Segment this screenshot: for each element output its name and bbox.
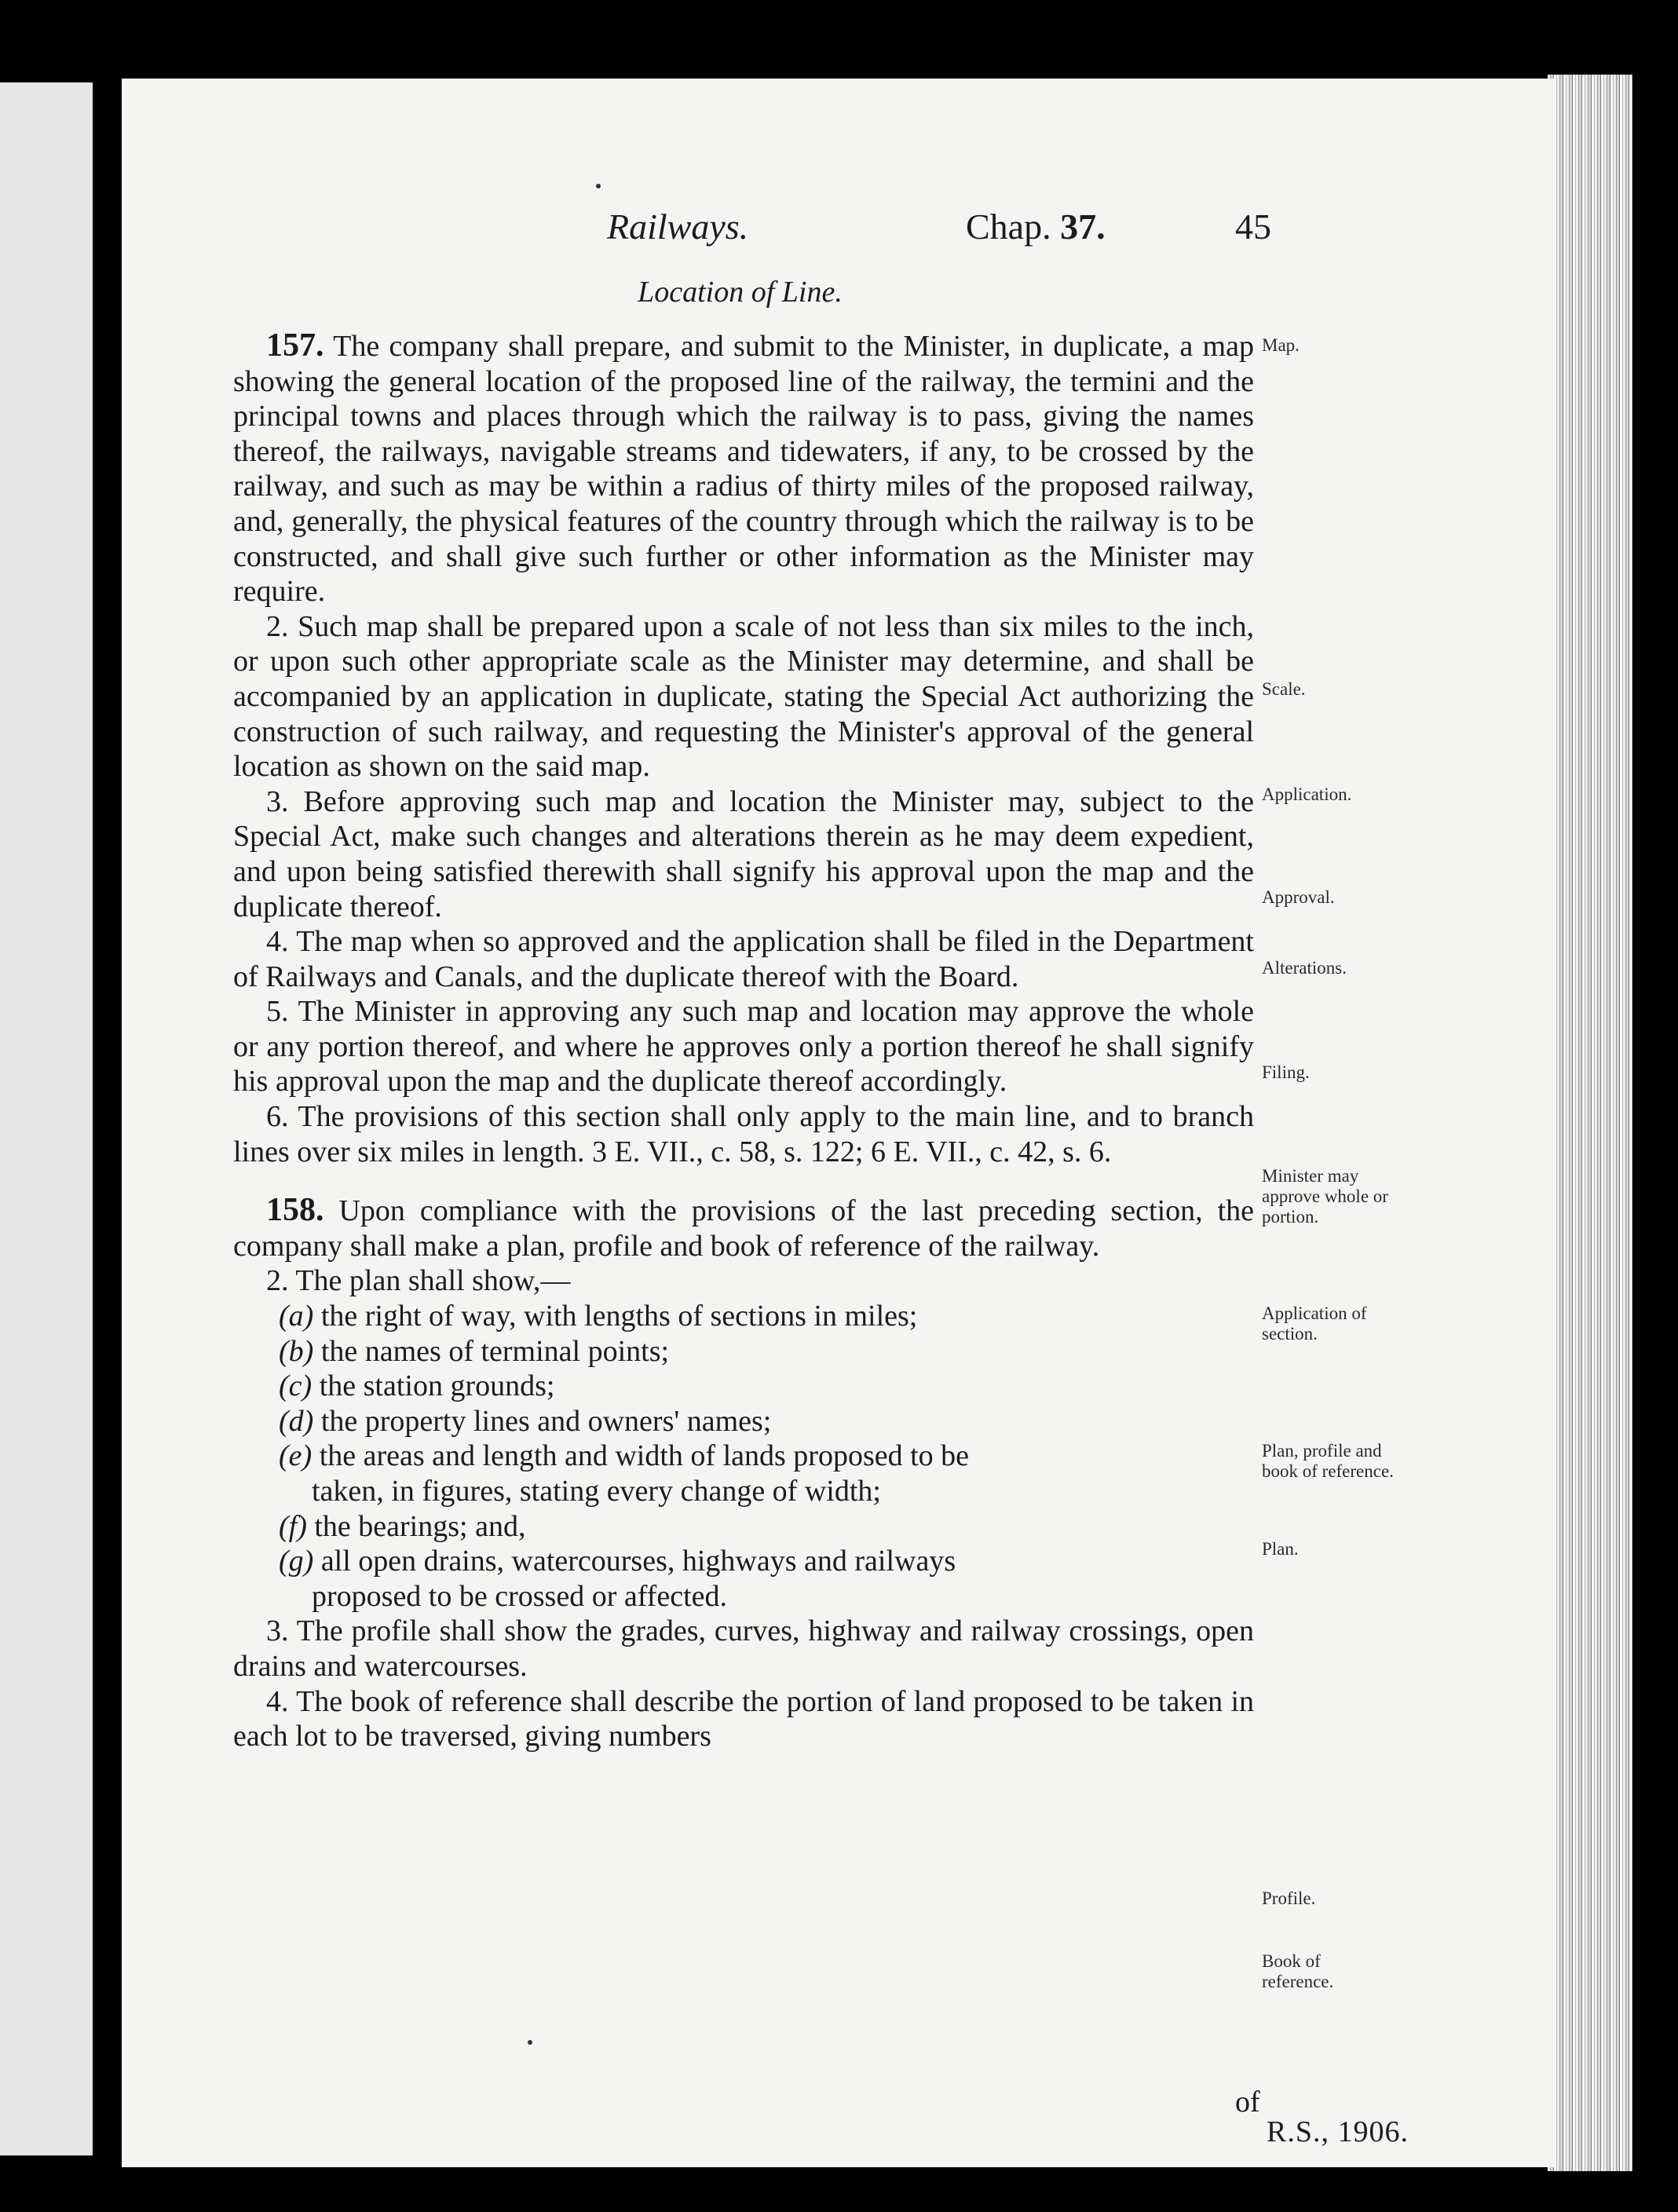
- item-label: (b): [279, 1334, 314, 1368]
- facing-page-edge: [0, 82, 93, 2155]
- catchword: of: [1235, 2086, 1260, 2119]
- subsection: 2. Such map shall be prepared upon a scale of not less than six miles to the inch, or upon such other appropriate scale as the Minister may determine, and shall be accompanied by an application in duplicate, stating the Special Act authorizing the construction of such railway, and requesting the Minister's approval of the general location as shown on the said map.: [233, 609, 1254, 784]
- section-text: Upon compliance with the provisions of the last preceding section, the company shall make a plan, profile and book of reference of the railway.: [233, 1194, 1255, 1263]
- subsection: 5. The Minister in approving any such map and location may approve the whole or any portion thereof, and where he approves only a portion thereof he shall signify his approval upon the map and the duplicate thereof accordingly.: [233, 995, 1254, 1099]
- margin-note-minister-may-approve: Minister may approve whole or portion.: [1262, 1166, 1388, 1227]
- section-158: [233, 1193, 1254, 1263]
- footer-citation: R.S., 1906.: [1267, 2115, 1409, 2148]
- item-label: (a): [279, 1300, 314, 1333]
- running-title: Railways.: [607, 207, 749, 247]
- body-text: [233, 328, 1254, 1754]
- item-label: (c): [279, 1369, 313, 1403]
- margin-note-plan-profile-book: Plan, profile and book of reference.: [1262, 1441, 1394, 1481]
- item-text: the bearings; and,: [314, 1509, 526, 1543]
- subsection: 6. The provisions of this section shall only apply to the main line, and to branch lines over six miles in length. 3 E. VII., c. 58, s. 122; 6 E. VII., c. 42, s. 6.: [233, 1100, 1254, 1168]
- item-text: all open drains, watercourses, highways and railways: [320, 1545, 956, 1578]
- margin-note-application-of-section: Application of section.: [1262, 1303, 1367, 1344]
- ink-speck: [596, 184, 601, 188]
- ink-speck: [528, 2040, 532, 2045]
- margin-note-map: Map.: [1262, 335, 1300, 355]
- chapter-reference: [966, 206, 1106, 247]
- margin-note-approval: Approval.: [1262, 887, 1335, 907]
- list-item: [233, 1544, 1254, 1579]
- margin-note-filing: Filing.: [1262, 1062, 1310, 1082]
- list-item: [233, 1299, 1254, 1334]
- margin-note-alterations: Alterations.: [1262, 958, 1347, 978]
- margin-note-scale: Scale.: [1262, 679, 1306, 699]
- section-number: 157.: [266, 327, 324, 364]
- chapter-number: 37.: [1060, 207, 1106, 247]
- page-stack-edges: [1548, 75, 1632, 2171]
- item-text: the station grounds;: [319, 1369, 555, 1403]
- page-number: 45: [1235, 207, 1271, 247]
- margin-note-profile: Profile.: [1262, 1888, 1316, 1908]
- list-item: [233, 1334, 1254, 1369]
- list-item: [233, 1509, 1254, 1545]
- item-label: (e): [279, 1439, 313, 1473]
- item-text: the names of terminal points;: [320, 1334, 670, 1368]
- section-text: The company shall prepare, and submit to the Minister, in duplicate, a map showing the general location of the proposed line of the railway, the termini and the principal towns and places through which the railway is to pass, giving the names thereof, the railways, navigable streams and tidewaters, if any, to be crossed by the railway, and such as may be within a radius of thirty miles of the proposed railway, and, generally, the physical features of the country through which the railway is to be constructed, and shall give such further or other information as the Minister may require.: [233, 330, 1254, 609]
- subsection: 4. The book of reference shall describe the portion of land proposed to be taken in each lot to be traversed, giving numbers: [233, 1684, 1254, 1753]
- running-head: [122, 206, 1555, 261]
- margin-note-book-of-reference: Book of reference.: [1262, 1951, 1334, 1991]
- item-label: (d): [279, 1404, 314, 1438]
- item-text: the property lines and owners' names;: [320, 1404, 772, 1438]
- margin-note-application: Application.: [1262, 784, 1352, 804]
- margin-note-plan: Plan.: [1262, 1539, 1299, 1559]
- list-item: [233, 1369, 1254, 1404]
- item-text: the areas and length and width of lands proposed to be: [319, 1439, 970, 1473]
- list-item: [233, 1439, 1254, 1474]
- book-page: [122, 79, 1555, 2167]
- item-label: (g): [279, 1545, 314, 1578]
- section-157: [233, 328, 1254, 609]
- list-item-continuation: proposed to be crossed or affected.: [312, 1579, 727, 1613]
- list-item: [233, 1404, 1254, 1439]
- subsection: 3. The profile shall show the grades, curves, highway and railway crossings, open drains and watercourses.: [233, 1614, 1254, 1683]
- section-number: 158.: [266, 1192, 324, 1229]
- subsection: 3. Before approving such map and location the Minister may, subject to the Special Act, make such changes and alterations therein as he may deem expedient, and upon being satisfied therewith shall signify his approval upon the map and the duplicate thereof.: [233, 784, 1254, 923]
- subsection: 4. The map when so approved and the application shall be filed in the Department of Railways and Canals, and the duplicate thereof with the Board.: [233, 925, 1254, 993]
- list-item-continuation: taken, in figures, stating every change of width;: [312, 1475, 881, 1508]
- subsection: 2. The plan shall show,—: [266, 1264, 571, 1298]
- chapter-label: Chap.: [966, 207, 1051, 247]
- item-label: (f): [279, 1509, 307, 1543]
- item-text: the right of way, with lengths of sections in miles;: [320, 1300, 918, 1333]
- section-subheading: Location of Line.: [638, 276, 843, 309]
